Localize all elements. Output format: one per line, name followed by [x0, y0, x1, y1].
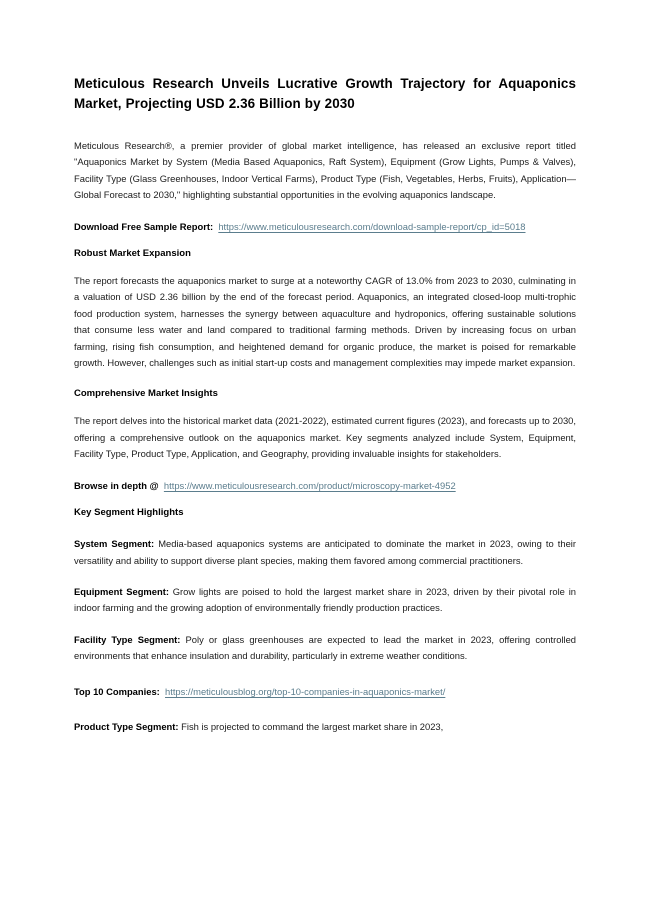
section-body-robust-market-expansion: The report forecasts the aquaponics market to surge at a noteworthy CAGR of 13.0% from 2023 to 2030, culminating in a valuation of USD 2.36 billion by the end of the forecast period. Aquaponics, an integrated closed-loop multi-trophic food production system, harnesses the synergy between aquaculture and hydroponics, offering sustainable solutions that consume less water and land compared to traditional farming methods. Driven by increasing focus on urban farming, rising fish consumption, and heightened demand for organic produce, the market is poised for remarkable growth. However, challenges such as initial start-up costs and management complexities may impede market expansion. [74, 275, 576, 369]
sample-report-link[interactable]: https://www.meticulousresearch.com/download-sample-report/cp_id=5018 [218, 220, 526, 232]
top-companies-label: Top 10 Companies: [74, 685, 160, 697]
segment-body-equipment: Grow lights are poised to hold the largest market share in 2023, driven by their pivotal role in indoor farming and the growing adoption of environmentally friendly production practices. [74, 585, 576, 614]
segment-equipment [74, 584, 576, 617]
spacer [74, 235, 576, 246]
spacer [74, 617, 576, 632]
spacer [74, 371, 576, 386]
segment-product-type [74, 719, 576, 735]
spacer [74, 700, 576, 719]
segment-label-system: System Segment: [74, 538, 155, 550]
spacer [74, 463, 576, 478]
segment-body-product-type: Fish is projected to command the largest market share in 2023, [178, 720, 444, 732]
segment-body-system: Media-based aquaponics systems are anticipated to dominate the market in 2023, owing to their versatility and ability to support diverse plant species, making them favored among commercial practitioners. [74, 538, 577, 566]
spacer [74, 114, 576, 138]
section-body-comprehensive-market-insights: The report delves into the historical market data (2021-2022), estimated current figures (2023), and forecasts up to 2030, offering a comprehensive outlook on the aquaponics market. Key segments analyzed include System, Equipment, Facility Type, Product Type, Application, and Geography, providing invaluable insights for stakeholders. [74, 415, 577, 460]
document-content [74, 74, 576, 735]
browse-in-depth-label: Browse in depth @ [74, 479, 159, 491]
page-title: Meticulous Research Unveils Lucrative Growth Trajectory for Aquaponics Market, Projecting USD 2.36 Billion by 2030 [74, 76, 576, 111]
segment-label-facility-type: Facility Type Segment: [74, 633, 181, 645]
segment-label-equipment: Equipment Segment: [74, 585, 169, 597]
spacer [74, 262, 576, 273]
segment-facility-type [74, 632, 576, 665]
spacer [74, 204, 576, 219]
section-heading-key-segment-highlights: Key Segment Highlights [74, 507, 184, 519]
browse-in-depth-line [74, 478, 576, 494]
top-companies-line [74, 684, 576, 700]
segment-body-facility-type: Poly or glass greenhouses are expected to lead the market in 2023, offering controlled environments that enhance insulation and durability, particularly in extreme weather conditions. [74, 633, 576, 662]
spacer [74, 665, 576, 684]
section-heading-comprehensive-market-insights: Comprehensive Market Insights [74, 388, 218, 400]
spacer [74, 494, 576, 505]
browse-in-depth-link[interactable]: https://www.meticulousresearch.com/product/microscopy-market-4952 [163, 479, 456, 491]
spacer [74, 402, 576, 413]
spacer [74, 569, 576, 584]
segment-label-product-type: Product Type Segment: [74, 720, 179, 732]
sample-report-line [74, 219, 576, 235]
spacer [74, 521, 576, 536]
top-companies-link[interactable]: https://meticulousblog.org/top-10-companies-in-aquaponics-market/ [165, 685, 446, 697]
intro-paragraph: Meticulous Research®, a premier provider of global market intelligence, has released an exclusive report titled "Aquaponics Market by System (Media Based Aquaponics, Raft System), Equipment (Grow Lights, Pumps & Valves), Facility Type (Glass Greenhouses, Indoor Vertical Farms), Product Type (Fish, Vegetables, Herbs, Fruits), Application—Global Forecast to 2030," highlighting substantial opportunities in the evolving aquaponics landscape. [74, 140, 576, 201]
segment-system [74, 536, 576, 569]
section-heading-robust-market-expansion: Robust Market Expansion [74, 248, 191, 260]
sample-report-label: Download Free Sample Report: [74, 220, 214, 232]
